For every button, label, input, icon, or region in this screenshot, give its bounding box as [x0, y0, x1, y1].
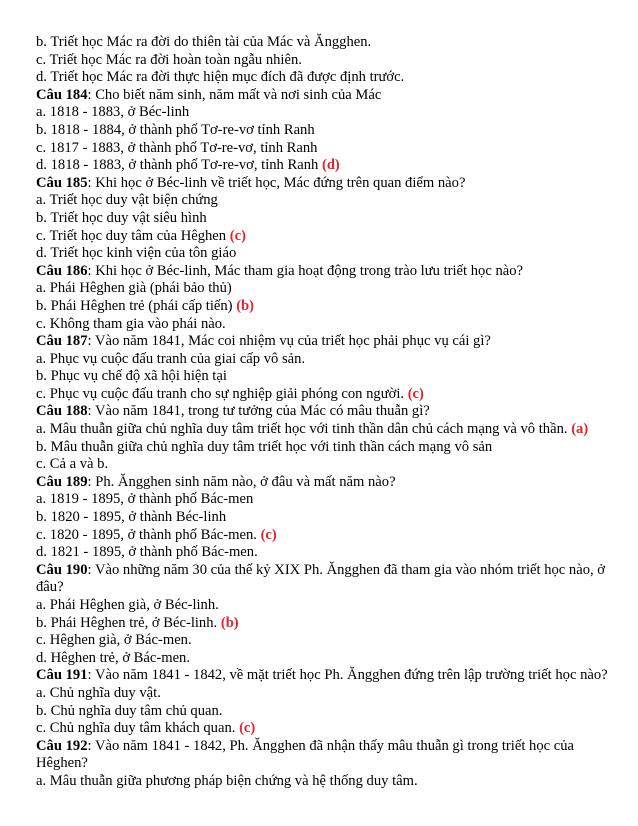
option-text: b. Triết học Mác ra đời do thiên tài của Mác và Ăngghen.: [36, 34, 372, 50]
question-text: : Khi học ở Béc-linh, Mác tham gia hoạt động trong trào lưu triết học nào?: [87, 262, 523, 279]
answer-option: [36, 456, 616, 474]
correct-answer-marker: (c): [407, 385, 424, 402]
option-text: c. Triết học Mác ra đời hoàn toàn ngẫu nhiên.: [36, 51, 302, 68]
option-text: a. Triết học duy vật biện chứng: [36, 192, 218, 209]
answer-option: [36, 210, 616, 228]
option-text: b. Phái Hêghen trẻ (phái cấp tiến): [36, 297, 237, 314]
answer-option: [36, 192, 616, 210]
question-number: Câu 184: [36, 86, 88, 103]
question-line: [36, 667, 616, 685]
option-text: d. Hêghen trẻ, ở Bác-men.: [36, 649, 191, 666]
question-number: Câu 192: [36, 737, 88, 754]
answer-option: [36, 544, 616, 562]
answer-option: [36, 527, 616, 545]
correct-answer-marker: (b): [220, 614, 239, 631]
answer-option: [36, 34, 616, 52]
option-text: c. Triết học duy tâm của Hêghen: [36, 227, 230, 244]
answer-option: [36, 157, 616, 175]
answer-option: [36, 650, 616, 668]
question-line: [36, 263, 616, 281]
answer-option: [36, 421, 616, 439]
option-text: c. 1817 - 1883, ở thành phố Tơ-re-vơ, tỉnh Ranh: [36, 139, 318, 156]
question-line: [36, 175, 616, 193]
question-number: Câu 189: [36, 473, 88, 490]
correct-answer-marker: (c): [239, 720, 256, 737]
question-text: : Cho biết năm sinh, năm mất và nơi sinh của Mác: [87, 86, 382, 103]
question-number: Câu 191: [36, 667, 88, 684]
option-text: c. Không tham gia vào phái nào.: [36, 315, 226, 332]
option-text: a. Mâu thuẫn giữa phương pháp biện chứng và hệ thống duy tâm.: [36, 772, 418, 789]
answer-option: [36, 122, 616, 140]
answer-option: [36, 597, 616, 615]
option-text: a. Phái Hêghen già, ở Béc-linh.: [36, 597, 219, 613]
option-text: a. 1818 - 1883, ở Béc-linh: [36, 104, 190, 121]
answer-option: [36, 245, 616, 263]
option-text: c. 1820 - 1895, ở thành phố Bác-men.: [36, 526, 261, 543]
question-number: Câu 185: [36, 174, 88, 191]
answer-option: [36, 386, 616, 404]
option-text: d. 1818 - 1883, ở thành phố Tơ-re-vơ, tỉnh Ranh: [36, 157, 322, 174]
question-line: [36, 562, 616, 597]
correct-answer-marker: (b): [236, 297, 255, 314]
answer-option: [36, 104, 616, 122]
option-text: c. Phục vụ cuộc đấu tranh cho sự nghiệp giải phóng con người.: [36, 385, 408, 402]
option-text: b. 1818 - 1884, ở thành phố Tơ-re-vơ tỉnh Ranh: [36, 121, 315, 138]
option-text: a. Phục vụ cuộc đấu tranh của giai cấp vô sản.: [36, 350, 306, 367]
option-text: c. Chủ nghĩa duy tâm khách quan.: [36, 720, 240, 737]
option-text: b. Phục vụ chế độ xã hội hiện tại: [36, 368, 227, 385]
correct-answer-marker: (a): [571, 421, 589, 438]
question-text: : Vào năm 1841, Mác coi nhiệm vụ của triết học phải phục vụ cái gì?: [87, 333, 491, 350]
question-line: [36, 738, 616, 773]
option-text: a. Mâu thuẫn giữa chủ nghĩa duy tâm triết học với tinh thần dân chủ cách mạng và vô thần.: [36, 421, 572, 438]
question-text: : Vào năm 1841 - 1842, về mặt triết học Ph. Ăngghen đứng trên lập trường triết học nào?: [87, 667, 608, 684]
option-text: a. 1819 - 1895, ở thành phố Bác-men: [36, 491, 254, 508]
answer-option: [36, 615, 616, 633]
option-text: a. Chủ nghĩa duy vật.: [36, 684, 161, 701]
answer-option: [36, 52, 616, 70]
correct-answer-marker: (d): [321, 157, 340, 174]
answer-option: [36, 368, 616, 386]
question-number: Câu 187: [36, 333, 88, 350]
question-number: Câu 186: [36, 262, 88, 279]
answer-option: [36, 228, 616, 246]
answer-option: [36, 298, 616, 316]
question-text: : Vào những năm 30 của thế kỷ XIX Ph. Ăngghen đã tham gia vào nhóm triết học nào, ở đâu?: [36, 561, 606, 596]
answer-option: [36, 316, 616, 334]
correct-answer-marker: (c): [229, 227, 246, 244]
answer-option: [36, 773, 616, 791]
answer-option: [36, 720, 616, 738]
question-text: : Vào năm 1841, trong tư tưởng của Mác có mâu thuẫn gì?: [87, 403, 430, 420]
answer-option: [36, 509, 616, 527]
option-text: c. Hêghen già, ở Bác-men.: [36, 632, 192, 649]
answer-option: [36, 351, 616, 369]
answer-option: [36, 140, 616, 158]
answer-option: [36, 69, 616, 87]
question-line: [36, 87, 616, 105]
answer-option: [36, 703, 616, 721]
option-text: b. Chủ nghĩa duy tâm chủ quan.: [36, 702, 223, 719]
question-line: [36, 474, 616, 492]
question-line: [36, 333, 616, 351]
question-text: : Khi học ở Béc-linh về triết học, Mác đứng trên quan điểm nào?: [87, 174, 466, 191]
question-text: : Ph. Ăngghen sinh năm nào, ở đâu và mất năm nào?: [87, 473, 396, 490]
question-number: Câu 188: [36, 403, 88, 420]
answer-option: [36, 685, 616, 703]
answer-option: [36, 280, 616, 298]
answer-option: [36, 439, 616, 457]
question-text: : Vào năm 1841 - 1842, Ph. Ăngghen đã nhận thấy mâu thuẫn gì trong triết học của Hêghen?: [36, 737, 574, 772]
option-text: d. 1821 - 1895, ở thành phố Bác-men.: [36, 544, 258, 561]
option-text: b. Triết học duy vật siêu hình: [36, 209, 207, 226]
answer-option: [36, 632, 616, 650]
option-text: d. Triết học Mác ra đời thực hiện mục đích đã được định trước.: [36, 69, 405, 86]
option-text: b. 1820 - 1895, ở thành Béc-linh: [36, 509, 227, 526]
option-text: d. Triết học kinh viện của tôn giáo: [36, 245, 237, 262]
option-text: a. Phái Hêghen già (phái bảo thủ): [36, 280, 232, 297]
option-text: c. Cả a và b.: [36, 456, 109, 473]
option-text: b. Mâu thuẫn giữa chủ nghĩa duy tâm triết học với tinh thần cách mạng vô sản: [36, 438, 493, 455]
question-line: [36, 403, 616, 421]
answer-option: [36, 491, 616, 509]
question-number: Câu 190: [36, 561, 88, 578]
option-text: b. Phái Hêghen trẻ, ở Béc-linh.: [36, 614, 221, 631]
correct-answer-marker: (c): [260, 526, 277, 543]
document-page: [36, 34, 616, 791]
